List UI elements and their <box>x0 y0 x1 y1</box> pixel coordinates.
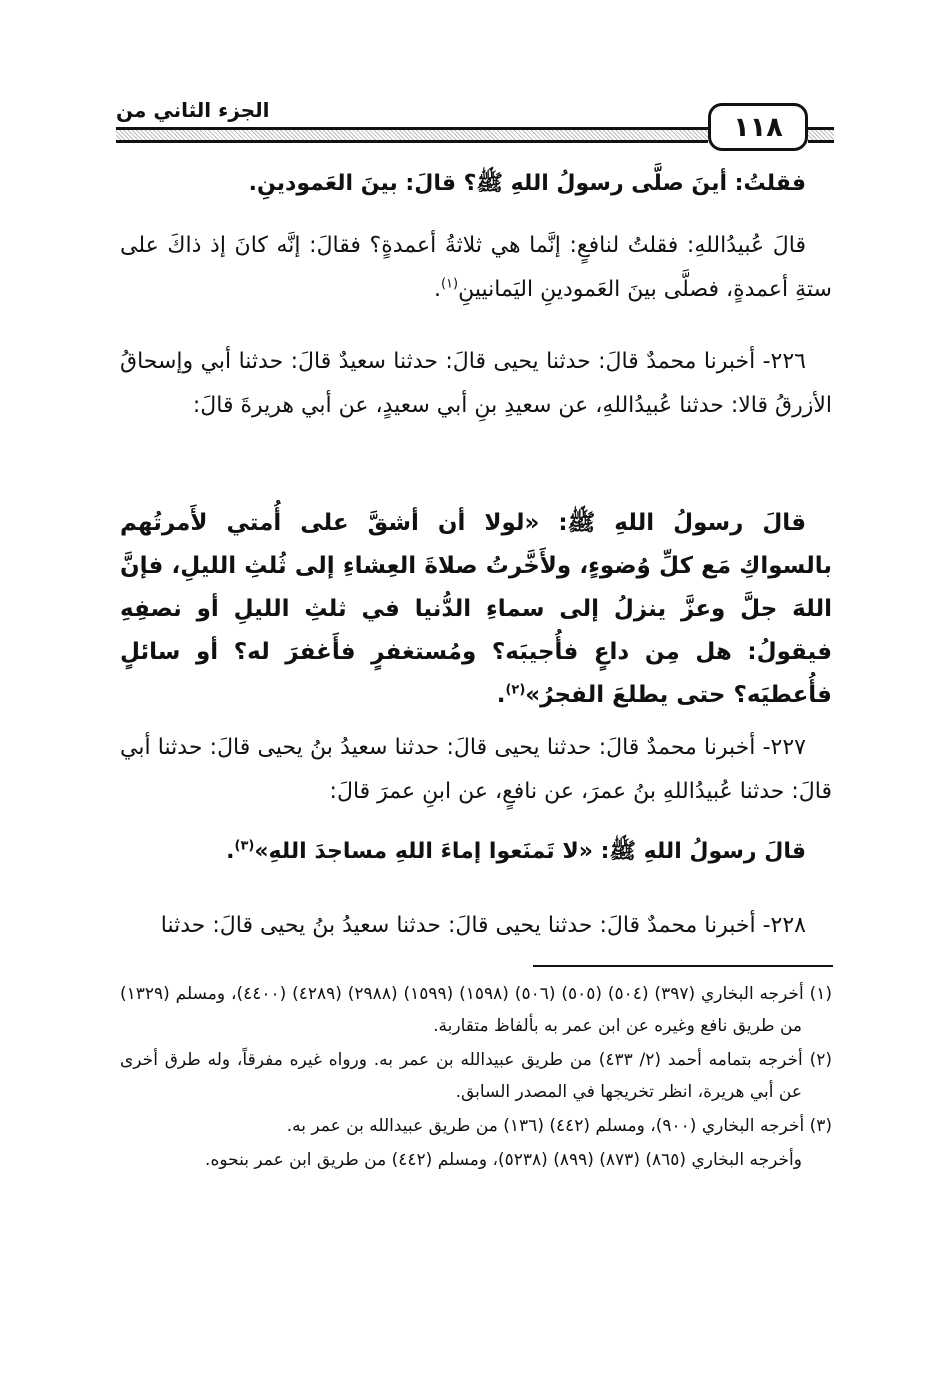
period: . <box>496 682 506 708</box>
main-text-block-6 <box>120 830 832 874</box>
running-header-title: الجزء الثاني من <box>116 98 270 122</box>
paragraph-2-text: قالَ عُبيدُاللهِ: فقلتُ لنافعٍ: إنَّما هي ثلاثةُ أعمدةٍ؟ فقالَ: إنَّه كانَ إذ ذاكَ على ستةِ أعمدةٍ، فصلَّى بينَ العَمودينِ اليَمانيينِ <box>120 233 832 302</box>
hadith-227-matn-text: قالَ رسولُ اللهِ ﷺ: «لا تَمنَعوا إماءَ اللهِ مساجدَ اللهِ» <box>254 839 806 864</box>
hadith-227-matn <box>120 830 832 874</box>
main-text-block-3 <box>120 340 832 428</box>
page-number-box <box>708 103 808 151</box>
header-rule-right <box>808 127 834 143</box>
hadith-226: ٢٢٦- أخبرنا محمدٌ قالَ: حدثنا يحيى قالَ: حدثنا سعيدٌ قالَ: حدثنا أبي وإسحاقُ الأزرقُ قالا: حدثنا عُبيدُاللهِ، عن سعيدِ بنِ أبي سعيدٍ، عن أبي هريرةَ قالَ: <box>120 349 832 418</box>
footnote-separator <box>533 965 833 967</box>
period: . <box>433 277 441 302</box>
main-text-block <box>120 162 832 206</box>
main-text-block-5 <box>120 726 832 814</box>
paragraph-1: فقلتُ: أينَ صلَّى رسولُ اللهِ ﷺ؟ قالَ: بينَ العَمودينِ. <box>248 171 806 196</box>
period: . <box>226 839 235 864</box>
hadith-226-matn <box>120 502 832 717</box>
footnote-3: (٣) أخرجه البخاري (٩٠٠)، ومسلم (٤٤٢) (١٣٦) من طريق عبيدالله بن عمر به. <box>286 1116 832 1136</box>
hadith-227: ٢٢٧- أخبرنا محمدٌ قالَ: حدثنا يحيى قالَ: حدثنا سعيدُ بنُ يحيى قالَ: حدثنا أبي قالَ: حدثنا عُبيدُاللهِ بنُ عمرَ، عن نافعٍ، عن ابنِ عمرَ قالَ: <box>120 735 832 804</box>
footnote-ref-2: (٢) <box>505 682 526 698</box>
page-number: ١١٨ <box>733 111 783 143</box>
footnote-ref-1: (١) <box>440 276 459 292</box>
main-text-block-4 <box>120 502 832 717</box>
paragraph-2 <box>120 224 832 312</box>
hadith-226-matn-text: قالَ رسولُ اللهِ ﷺ: «لولا أن أشقَّ على أُمتي لأَمرتُهم بالسواكِ مَع كلِّ وُضوءٍ، ولأَخَّرتُ صلاةَ العِشاءِ إلى ثُلثِ الليلِ، فإنَّ اللهَ جلَّ وعزَّ ينزلُ إلى سماءِ الدُّنيا في ثلثِ الليلِ أو نصفِهِ فيقولُ: هل مِن داعٍ فأُجيبَه؟ ومُستغفرٍ فأَغفرَ له؟ أو سائلٍ فأُعطيَه؟ حتى يطلعَ الفجرُ» <box>120 510 832 708</box>
footnotes <box>120 978 832 1178</box>
footnote-1: (١) أخرجه البخاري (٣٩٧) (٥٠٤) (٥٠٥) (٥٠٦) (١٥٩٨) (١٥٩٩) (٢٩٨٨) (٤٢٨٩) (٤٤٠٠)، ومسلم (١٣٢٩) من طريق نافع وغيره عن ابن عمر به بألفاظ متقاربة. <box>120 984 833 1036</box>
header-rule-left <box>116 127 708 143</box>
main-text-block-2 <box>120 224 832 312</box>
footnote-3-continued: وأخرجه البخاري (٨٦٥) (٨٧٣) (٨٩٩) (٥٢٣٨)، ومسلم (٤٤٢) من طريق ابن عمر بنحوه. <box>205 1150 802 1170</box>
main-text-block-7 <box>120 904 832 948</box>
footnote-2: (٢) أخرجه بتمامه أحمد (٢/ ٤٣٣) من طريق عبيدالله بن عمر به. ورواه غيره مفرقاً، وله طرق أخرى عن أبي هريرة، انظر تخريجها في المصدر السابق. <box>120 1050 832 1102</box>
footnote-ref-3: (٣) <box>234 838 255 854</box>
hadith-228: ٢٢٨- أخبرنا محمدٌ قالَ: حدثنا يحيى قالَ: حدثنا سعيدُ بنُ يحيى قالَ: حدثنا <box>160 913 806 938</box>
